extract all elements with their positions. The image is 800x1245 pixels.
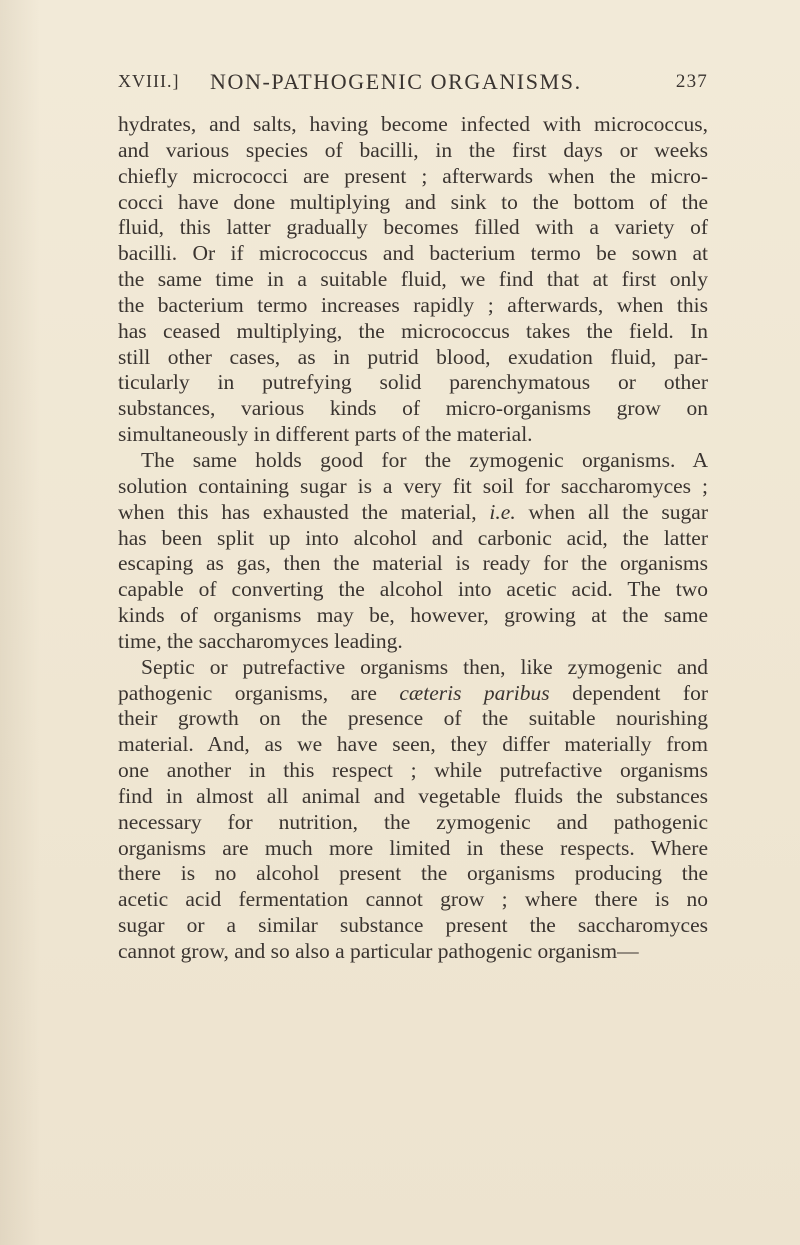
text-line: chiefly micrococci are present ; afterwards when the micro- — [118, 163, 708, 188]
text-line: cannot grow, and so also a particular pathogenic organism— — [118, 939, 639, 963]
text-line: acetic acid fermentation cannot grow ; where there is no — [118, 887, 708, 912]
text-line: bacilli. Or if micrococcus and bacterium termo be sown at — [118, 241, 708, 266]
text-line: hydrates, and salts, having become infected with micrococcus, — [118, 112, 708, 136]
running-title: NON-PATHOGENIC ORGANISMS. — [210, 69, 582, 94]
chapter-number: XVIII.] — [118, 71, 180, 91]
text-line: has ceased multiplying, the micrococcus takes the field. In — [118, 318, 708, 343]
text-line: material. And, as we have seen, they differ materially from — [118, 732, 708, 757]
text-line: time, the saccharomyces leading. — [118, 628, 403, 653]
text-line: one another in this respect ; while putrefactive organisms — [118, 758, 708, 783]
text-line: necessary for nutrition, the zymogenic and pathogenic — [118, 809, 708, 834]
text-line: Septic or putrefactive organisms then, like zymogenic and — [141, 654, 708, 679]
text-line: find in almost all animal and vegetable fluids the substances — [118, 783, 708, 808]
text-line: there is no alcohol present the organisms producing the — [118, 861, 708, 886]
text-line: the same time in a suitable fluid, we find that at first only — [118, 267, 708, 292]
italic-phrase: i.e. — [489, 499, 516, 524]
text-line: solution containing sugar is a very fit soil for saccharomyces ; — [118, 473, 708, 498]
page-number: 237 — [675, 71, 708, 92]
text-line: capable of converting the alcohol into acetic acid. The two — [118, 577, 708, 602]
text-line: has been split up into alcohol and carbonic acid, the latter — [118, 525, 708, 550]
text-line: sugar or a similar substance present the saccharomyces — [118, 913, 708, 938]
text-line: the bacterium termo increases rapidly ; afterwards, when this — [118, 292, 708, 317]
text-line: simultaneously in different parts of the material. — [118, 422, 533, 447]
text-line: The same holds good for the zymogenic organisms. A — [141, 447, 708, 472]
text-line: organisms are much more limited in these respects. Where — [118, 835, 708, 860]
text-line: when this has exhausted the material, i.e. when all the sugar — [118, 499, 708, 524]
text-line: ticularly in putrefying solid parenchymatous or other — [118, 370, 708, 395]
text-line: fluid, this latter gradually becomes filled with a variety of — [118, 215, 708, 240]
text-line: their growth on the presence of the suitable nourishing — [118, 706, 708, 731]
text-line: substances, various kinds of micro-organisms grow on — [118, 396, 708, 421]
text-line: still other cases, as in putrid blood, exudation fluid, par- — [118, 344, 708, 369]
text-line: pathogenic organisms, are cæteris paribus dependent for — [118, 680, 708, 705]
text-line: escaping as gas, then the material is ready for the organisms — [118, 551, 708, 576]
text-line: cocci have done multiplying and sink to the bottom of the — [118, 189, 708, 214]
running-header — [118, 71, 708, 101]
body-text — [118, 112, 708, 965]
italic-phrase: cæteris paribus — [399, 680, 550, 705]
text-line: and various species of bacilli, in the first days or weeks — [118, 137, 708, 162]
text-line: kinds of organisms may be, however, growing at the same — [118, 603, 708, 628]
